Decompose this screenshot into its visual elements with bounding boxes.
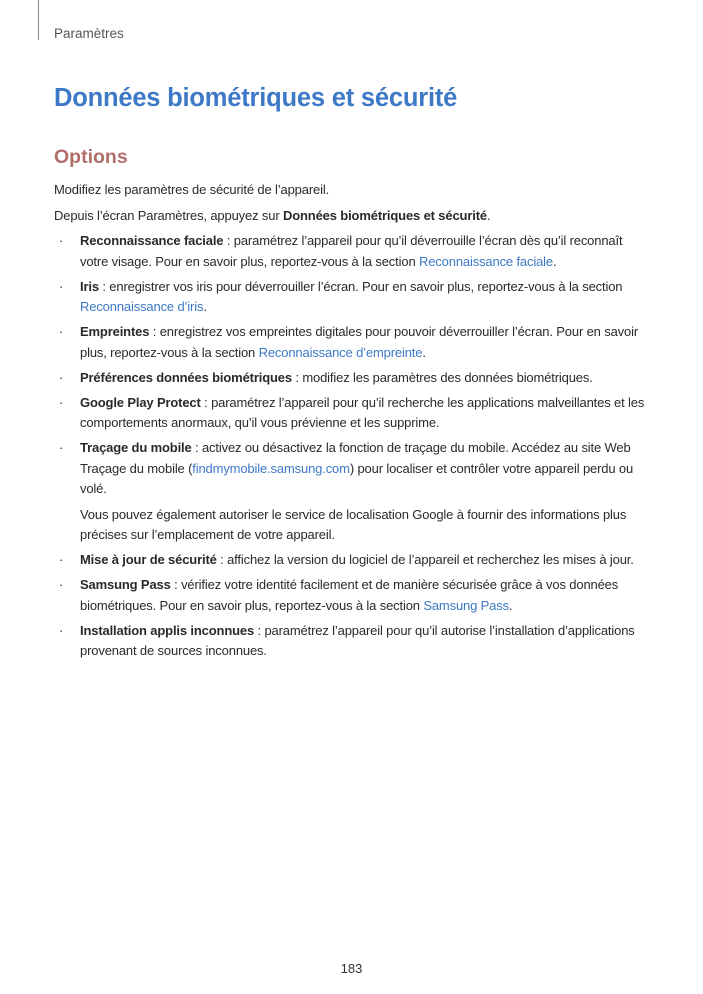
bullet-icon: · [59, 622, 64, 638]
option-extra-note: Vous pouvez également autoriser le service de localisation Google à fournir des informations plus précises sur l’emplacement de votre appareil. [80, 506, 627, 542]
option-item [54, 575, 654, 616]
intro-text: Modifiez les paramètres de sécurité de l’appareil. [54, 182, 330, 197]
bullet-icon: · [59, 552, 64, 567]
option-description: : activez ou désactivez la fonction de traçage du mobile. Accédez au site Web Traçage du mobile ( [80, 440, 631, 476]
option-item [54, 277, 654, 318]
option-name: Traçage du mobile [80, 440, 192, 455]
option-description: : modifiez les paramètres des données biométriques. [291, 369, 593, 385]
content [54, 180, 654, 666]
option-description: : affichez la version du logiciel de l’appareil et recherchez les mises à jour. [216, 552, 634, 567]
bullet-icon: · [59, 278, 64, 294]
option-description: : paramétrez l’appareil pour qu’il recherche les applications malveillantes et les comportements anormaux, qu’il vous prévienne et les supprime. [80, 394, 645, 430]
section-subtitle: Options [54, 146, 128, 168]
margin-rule [38, 0, 39, 40]
option-name: Empreintes [80, 324, 150, 339]
cross-reference-link[interactable]: Reconnaissance d’empreinte [258, 344, 423, 360]
option-name: Reconnaissance faciale [80, 233, 224, 248]
option-name: Samsung Pass [80, 577, 171, 592]
page-title: Données biométriques et sécurité [54, 84, 458, 112]
bullet-icon: · [59, 440, 64, 455]
bullet-icon: · [59, 369, 64, 385]
option-description-end: ) pour localiser et contrôler votre appareil perdu ou volé. [80, 460, 634, 496]
cross-reference-link[interactable]: Reconnaissance faciale [418, 253, 553, 269]
option-description-end: . [203, 299, 207, 314]
cross-reference-link[interactable]: Reconnaissance d’iris [80, 299, 204, 314]
option-name: Préférences données biométriques [80, 369, 292, 385]
option-description: : enregistrez vos empreintes digitales pour pouvoir déverrouiller l’écran. Pour en savoir plus, reportez-vous à la section [80, 324, 639, 360]
instruction-prefix: Depuis l’écran Paramètres, appuyez sur [54, 207, 283, 223]
page-number: 183 [340, 961, 363, 976]
option-name: Iris [80, 278, 99, 294]
option-description: : vérifiez votre identité facilement et de manière sécurisée grâce à vos données biométriques. Pour en savoir plus, reportez-vous à la section [80, 577, 619, 613]
bullet-icon: · [59, 324, 64, 339]
option-item [54, 438, 654, 546]
instruction-suffix: . [486, 207, 491, 223]
option-item [54, 231, 654, 272]
instruction-text [54, 206, 654, 227]
bullet-icon: · [59, 394, 64, 410]
cross-reference-link[interactable]: findmymobile.samsung.com [192, 460, 350, 476]
option-description-end: . [553, 253, 557, 269]
option-description: : enregistrer vos iris pour déverrouiller l’écran. Pour en savoir plus, reportez-vous à la section [98, 278, 623, 294]
option-item [54, 322, 654, 363]
option-item [54, 393, 654, 434]
option-description-end: . [508, 597, 513, 613]
option-description: : paramétrez l’appareil pour qu’il autorise l’installation d’applications provenant de sources inconnues. [80, 622, 635, 658]
instruction-menu-name: Données biométriques et sécurité [282, 207, 487, 223]
option-name: Mise à jour de sécurité [80, 552, 217, 567]
section-label: Paramètres [54, 26, 124, 41]
bullet-icon: · [59, 233, 64, 248]
option-item [54, 621, 654, 662]
options-list [54, 231, 654, 662]
option-name: Installation applis inconnues [80, 622, 255, 638]
bullet-icon: · [59, 577, 64, 592]
cross-reference-link[interactable]: Samsung Pass [423, 597, 509, 613]
option-description: : paramétrez l’appareil pour qu’il déverrouille l’écran dès qu’il reconnaît votre visage. Pour en savoir plus, reportez-vous à la section [80, 233, 623, 269]
option-name: Google Play Protect [80, 394, 201, 410]
option-item [54, 368, 654, 389]
option-description-end: . [422, 344, 426, 360]
option-item [54, 550, 654, 571]
